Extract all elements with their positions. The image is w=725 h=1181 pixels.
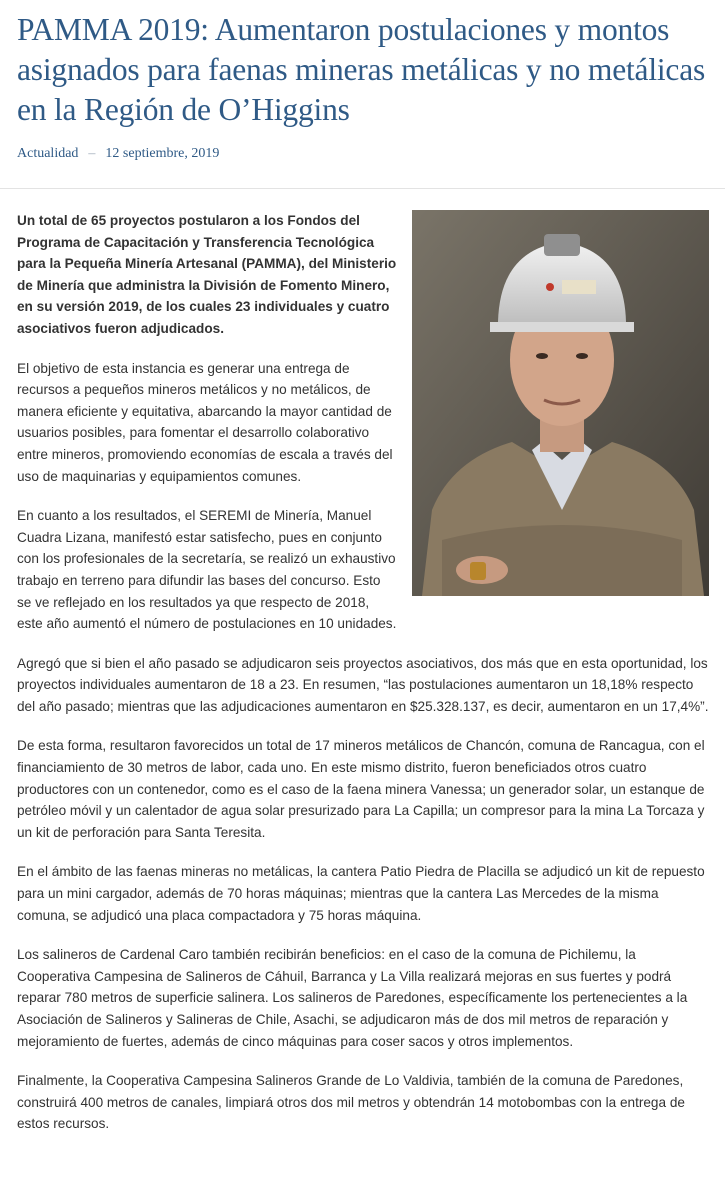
meta-separator: – xyxy=(88,146,96,161)
body-paragraph: El objetivo de esta instancia es generar una entrega de recursos a pequeños mineros metálicos y no metálicos, de manera eficiente y equitativa, abarcando la mayor cantidad de usuarios posibles, para fomentar el desarrollo colaborativo entre mineros, promoviendo economías de escala a través del uso de maquinarias y equipamientos comunes. xyxy=(17,360,393,484)
lead-paragraph: Un total de 65 proyectos postularon a los Fondos del Programa de Capacitación y Transferencia Tecnológica para la Pequeña Minería Artesanal (PAMMA), del Ministerio de Minería que administra la División de Fomento Minero, en su versión 2019, de los cuales 23 individuales y cuatro asociativos fueron adjudicados. xyxy=(17,213,397,336)
article-meta xyxy=(17,146,717,162)
article-body xyxy=(17,210,709,1153)
body-paragraph: De esta forma, resultaron favorecidos un total de 17 mineros metálicos de Chancón, comuna de Rancagua, con el financiamiento de 30 metros de labor, cada uno. En este mismo distrito, fueron beneficiados otros cuatro productores con un contenedor, como es el caso de la faena minera Vanessa; un generador solar, un estanque de petróleo móvil y un calentador de agua solar presurizado para La Capilla; un compresor para la mina La Torcaza y un kit de perforación para Santa Teresita. xyxy=(17,738,705,840)
body-paragraph: Finalmente, la Cooperativa Campesina Salineros Grande de Lo Valdivia, también de la comuna de Paredones, construirá 400 metros de canales, limpiará otros dos mil metros y obtendrán 14 motobombas con la entrega de estos recursos. xyxy=(17,1073,685,1132)
body-paragraph: Agregó que si bien el año pasado se adjudicaron seis proyectos asociativos, dos más que en esta oportunidad, los proyectos individuales aumentaron de 18 a 23. En resumen, “las postulaciones aumentaron un 18,18% respecto del año pasado; mientras que las adjudicaciones aumentaron en $25.328.137, es decir, aumentaron en un 17,4%”. xyxy=(17,655,709,714)
header-divider xyxy=(0,188,725,189)
publish-date: 12 septiembre, 2019 xyxy=(105,146,220,161)
article-title: PAMMA 2019: Aumentaron postulaciones y montos asignados para faenas mineras metálicas y no metálicas en la Región de O’Higgins xyxy=(17,12,706,127)
person-photo-hardhat-icon xyxy=(412,210,709,596)
article-header xyxy=(17,10,717,162)
body-paragraph: En el ámbito de las faenas mineras no metálicas, la cantera Patio Piedra de Placilla se adjudicó un kit de repuesto para un mini cargador, además de 70 horas máquinas; mientras que la cantera Las Mercedes de la misma comuna, se adjudicó una placa compactadora y 75 horas máquina. xyxy=(17,864,705,923)
category-link[interactable]: Actualidad xyxy=(17,146,79,161)
body-paragraph: Los salineros de Cardenal Caro también recibirán beneficios: en el caso de la comuna de Pichilemu, la Cooperativa Campesina de Salineros de Cáhuil, Barranca y La Villa realizará mejoras en sus fuertes y podrá reparar 780 metros de superficie salinera. Los salineros de Paredones, específicamente los pertenecientes a la Asociación de Salineros y Salineras de Chile, Asachi, se adjudicaron más de dos mil metros de reparación y mejoramiento de fuertes, además de cinco máquinas para coser sacos y otros implementos. xyxy=(17,947,688,1049)
article-photo xyxy=(412,210,709,596)
body-paragraph: En cuanto a los resultados, el SEREMI de Minería, Manuel Cuadra Lizana, manifestó estar satisfecho, pues en conjunto con los profesionales de la secretaría, se realizó un exhaustivo trabajo en terreno para difundir las bases del concurso. Esto se ve reflejado en los resultados ya que respecto de 2018, este año aumentó el número de postulaciones en 10 unidades. xyxy=(17,508,397,632)
